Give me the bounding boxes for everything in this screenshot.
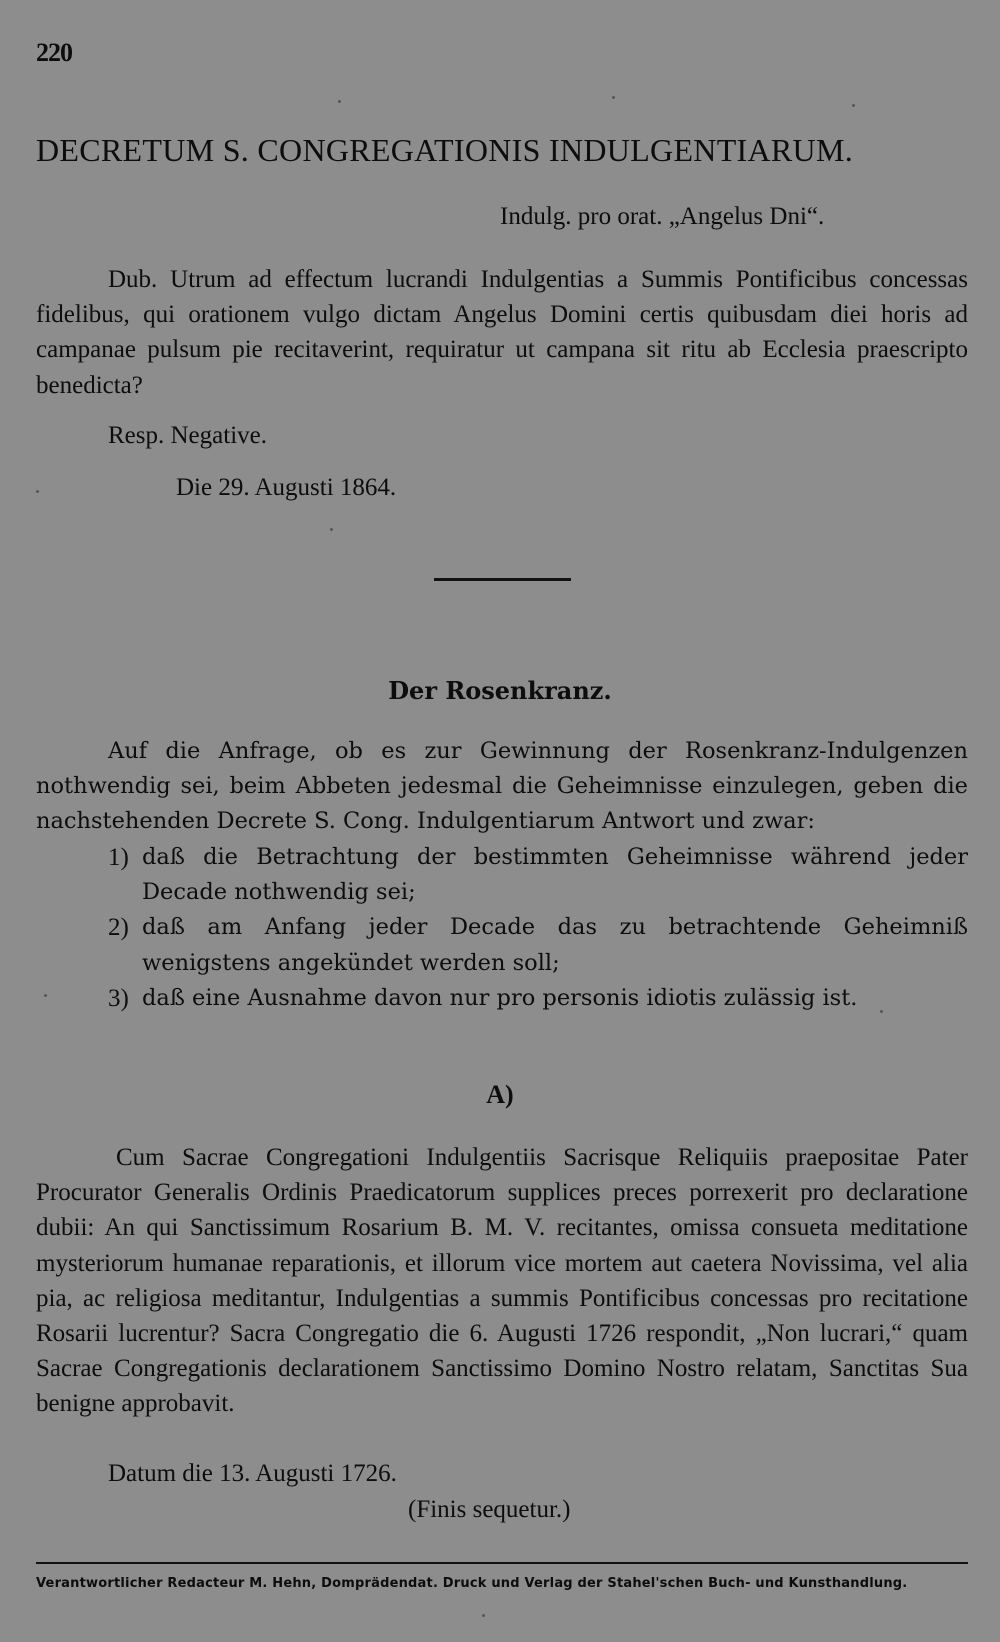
decree-subheading: Indulg. pro orat. „Angelus Dni“. [500, 203, 825, 230]
section-divider [434, 578, 571, 581]
decree-a-label: A) [486, 1080, 514, 1109]
decree-date: Die 29. Augusti 1864. [176, 474, 397, 501]
decree-a-text: Cum Sacrae Congregationi Indulgentiis Sacrisque Reliquiis praepositae Pater Procurator Generalis Ordinis Praedicatorum supplices preces porrexerit pro declaratione dubii: An qui Sanctissimum Rosarium B. M. V. recitantes, omissa consueta meditatione mysteriorum humanae reparationis, et illorum vice mortem aut caetera Novissima, vel alia pia, ac religiosa meditantur, Indulgentias a summis Pontificibus concessas pro recitatione Rosarii lucrentur? Sacra Congregatio die 6. Augusti 1726 respondit, „Non lucrari,“ quam Sacrae Congregationis declarationem Sanctissimo Domino Nostro relatam, Sanctitas Sua benigne approbavit. [36, 1144, 968, 1418]
print-speck [44, 994, 47, 997]
print-speck [482, 1614, 485, 1617]
list-item-number: 3) [108, 984, 129, 1012]
points-list [36, 840, 968, 1016]
section-title: Der Rosenkranz. [388, 676, 612, 705]
print-speck [330, 528, 333, 531]
print-speck [852, 104, 855, 107]
imprint-footer: Verantwortlicher Redacteur M. Hehn, Domprädendat. Druck und Verlag der Stahel'schen Buch- und Kunsthandlung. [36, 1576, 908, 1591]
section-intro: Auf die Anfrage, ob es zur Gewinnung der Rosenkranz-Indulgenzen nothwendig sei, beim Abbeten jedesmal die Geheimnisse einzulegen, geben die nachstehenden Decrete S. Cong. Indulgentiarum Antwort und zwar: [36, 738, 968, 835]
list-item [36, 981, 968, 1016]
list-item [36, 910, 968, 980]
list-item-text: daß eine Ausnahme davon nur pro personis idiotis zulässig ist. [142, 984, 858, 1011]
print-speck [338, 100, 341, 103]
list-item-number: 1) [108, 844, 129, 871]
footer-rule [36, 1562, 968, 1564]
print-speck [36, 490, 39, 493]
decree-response: Resp. Negative. [108, 422, 267, 449]
decree-title: DECRETUM S. CONGREGATIONIS INDULGENTIARUM. [36, 132, 854, 168]
list-item-text: daß die Betrachtung der bestimmten Geheimnisse während jeder Decade nothwendig sei; [142, 844, 968, 906]
print-speck [612, 96, 615, 99]
print-speck [880, 1010, 883, 1013]
decree-a-date: Datum die 13. Augusti 1726. [108, 1460, 397, 1487]
continuation-note: (Finis sequetur.) [408, 1496, 571, 1523]
list-item-number: 2) [108, 914, 129, 942]
list-item [36, 840, 968, 910]
page-number: 220 [36, 38, 72, 67]
decree-question: Dub. Utrum ad effectum lucrandi Indulgentias a Summis Pontificibus concessas fidelibus, qui orationem vulgo dictam Angelus Domini certis quibusdam diei horis ad campanae pulsum pie recitaverint, requiratur ut campana sit ritu ab Ecclesia praescripto benedicta? [36, 266, 968, 399]
list-item-text: daß am Anfang jeder Decade das zu betrachtende Geheimniß wenigstens angekündet werden soll; [142, 914, 968, 976]
